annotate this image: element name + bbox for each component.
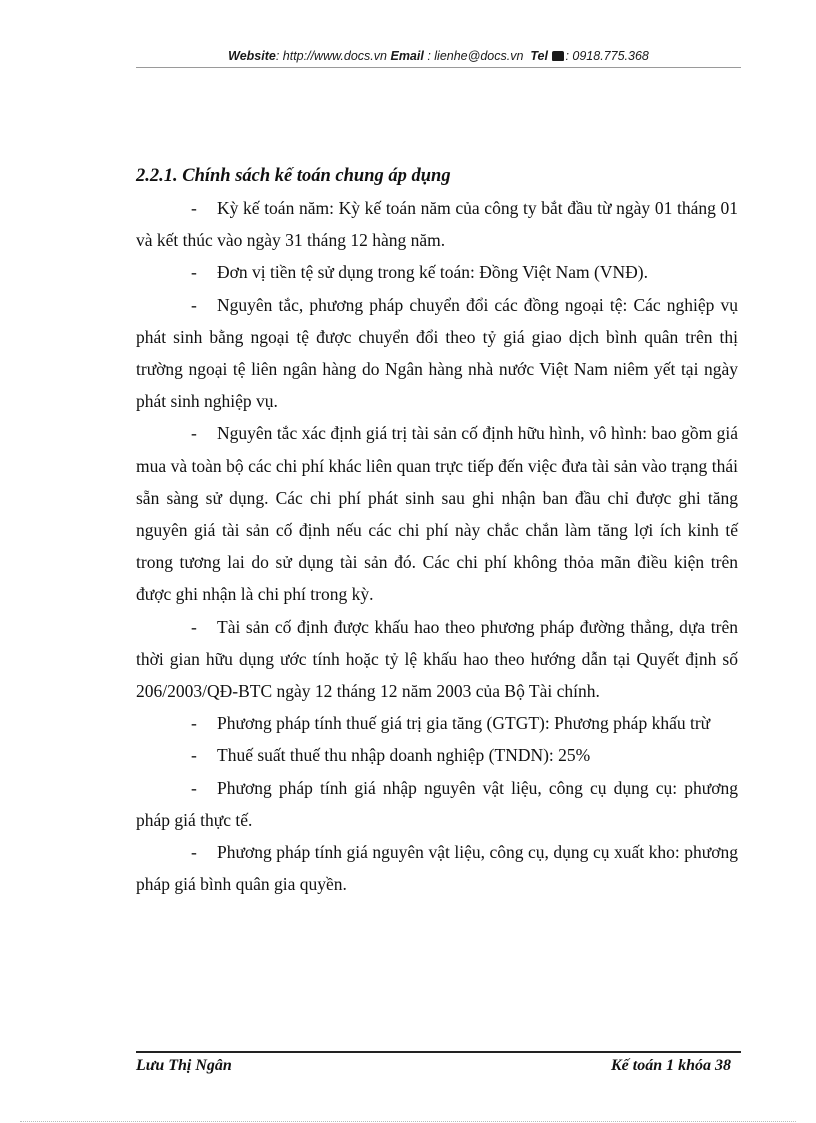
document-body [136,160,738,900]
bullet-dash: - [191,198,197,218]
paragraph-foreign-currency [136,289,738,418]
bullet-dash: - [191,713,197,734]
bullet-dash: - [191,842,197,863]
bullet-dash: - [191,616,197,637]
paragraph-text: Đơn vị tiền tệ sử dụng trong kế toán: Đồng Việt Nam (VNĐ). [217,262,648,283]
website-value: : http://www.docs.vn [275,49,387,63]
page-header [136,47,741,68]
paragraph-text: Kỳ kế toán năm: Kỳ kế toán năm của công ty bắt đầu từ ngày 01 tháng 01 và kết thúc vào ngày 31 tháng 12 hàng năm. [136,198,738,251]
phone-icon [552,51,564,61]
paragraph-vat [136,707,738,739]
email-value: : lienhe@docs.vn [427,49,524,63]
paragraph-materials-out [136,836,738,900]
bullet-dash: - [191,745,197,766]
bullet-dash: - [191,423,197,444]
paragraph-depreciation [136,611,738,708]
paragraph-materials-in [136,772,738,836]
bullet-dash: - [191,262,197,283]
paragraph-text: Nguyên tắc, phương pháp chuyển đổi các đồng ngoại tệ: Các nghiệp vụ phát sinh bằng ngoại tệ được chuyển đổi theo tỷ giá giao dịch bình quân trên thị trường ngoại tệ liên ngân hàng do Ngân hàng nhà nước Việt Nam niêm yết tại ngày phát sinh nghiệp vụ. [136,294,738,412]
paragraph-text: Nguyên tắc xác định giá trị tài sản cố định hữu hình, vô hình: bao gồm giá mua và toàn bộ các chi phí khác liên quan trực tiếp đến việc đưa tài sản vào trạng thái sẵn sàng sử dụng. Các chi phí phát sinh sau ghi nhận ban đầu chỉ được ghi tăng nguyên giá tài sản cố định nếu các chi phí này chắc chắn làm tăng lợi ích kinh tế trong tương lai do sử dụng tài sản đó. Các chi phí không thỏa mãn điều kiện trên được ghi nhận là chi phí trong kỳ. [136,423,738,605]
email-label: Email [390,49,424,63]
tel-label: Tel [530,49,548,63]
page-footer [136,1054,741,1078]
paragraph-text: Phương pháp tính thuế giá trị gia tăng (GTGT): Phương pháp khấu trừ [217,713,711,734]
footer-divider [136,1051,741,1053]
footer-class-info: Kế toán 1 khóa 38 [610,1057,731,1074]
website-label: Website [228,49,276,63]
page-edge [20,1121,796,1122]
footer-author: Lưu Thị Ngân [136,1057,232,1074]
bullet-dash: - [191,777,197,798]
paragraph-text: Phương pháp tính giá nhập nguyên vật liệu, công cụ dụng cụ: phương pháp giá thực tế. [136,777,738,830]
paragraph-fixed-assets [136,417,738,610]
paragraph-text: Thuế suất thuế thu nhập doanh nghiệp (TNDN): 25% [217,745,591,766]
paragraph-currency [136,256,738,288]
section-title: 2.2.1. Chính sách kế toán chung áp dụng [136,166,451,186]
paragraph-fiscal-year [136,192,738,256]
paragraph-cit [136,739,738,771]
paragraph-text: Tài sản cố định được khấu hao theo phương pháp đường thẳng, dựa trên thời gian hữu dụng ước tính hoặc tỷ lệ khấu hao theo hướng dẫn tại Quyết định số 206/2003/QĐ-BTC ngày 12 tháng 12 năm 2003 của Bộ Tài chính. [136,616,738,702]
tel-value: : 0918.775.368 [565,49,649,63]
bullet-dash: - [191,294,197,315]
paragraph-text: Phương pháp tính giá nguyên vật liệu, công cụ, dụng cụ xuất kho: phương pháp giá bình quân gia quyền. [136,842,738,895]
